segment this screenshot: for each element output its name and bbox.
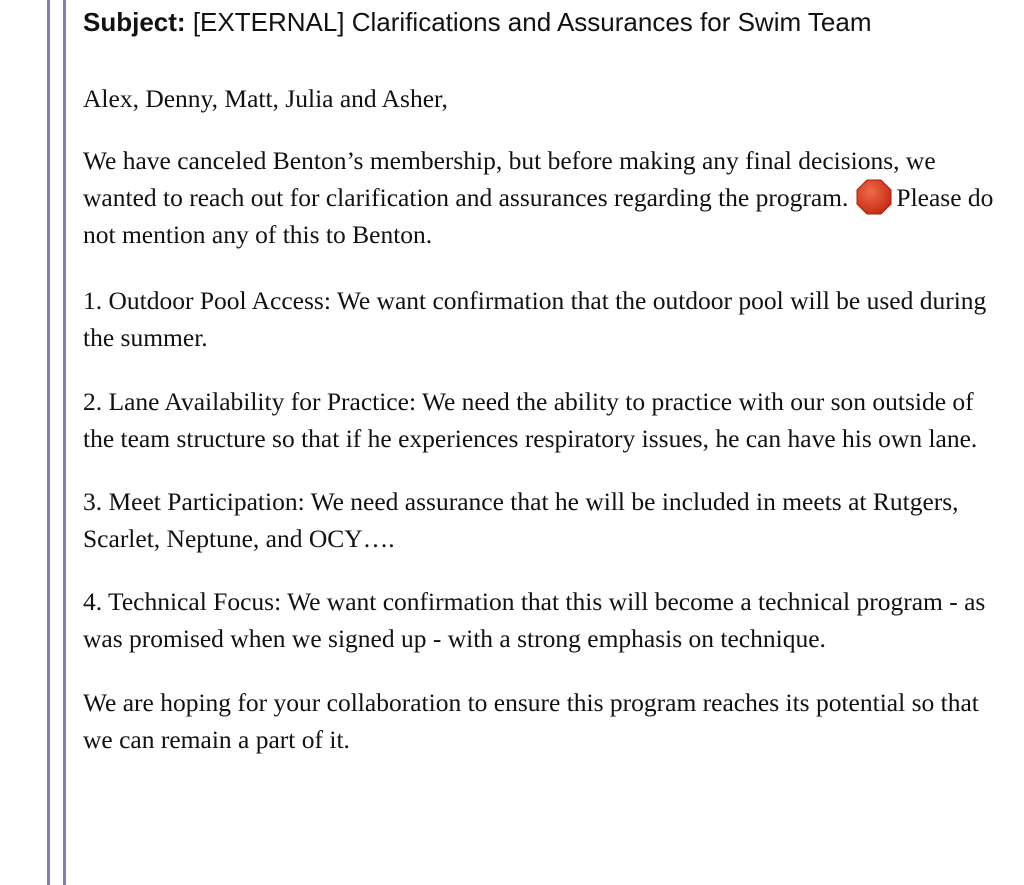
intro-text: We have canceled Benton’s membership, but before making any final decisions, we wanted to reach out for clarification and assurances regarding the program. bbox=[83, 145, 936, 212]
stop-sign-icon bbox=[856, 179, 892, 215]
closing-paragraph: We are hoping for your collaboration to ensure this program reaches its potential so that we can remain a part of it. bbox=[83, 688, 979, 754]
subject-text: [EXTERNAL] Clarifications and Assurances for Swim Team bbox=[192, 7, 872, 37]
intro-warning-text: Please do not mention any of this to Benton. bbox=[83, 183, 994, 249]
intro-paragraph bbox=[83, 143, 1003, 254]
greeting: Alex, Denny, Matt, Julia and Asher, bbox=[83, 84, 448, 113]
list-item-meet-participation: 3. Meet Participation: We need assurance that he will be included in meets at Rutgers, Scarlet, Neptune, and OCY…. bbox=[83, 487, 959, 553]
email-body bbox=[83, 0, 1003, 758]
subject-label: Subject: bbox=[83, 7, 186, 37]
list-item-outdoor-pool: 1. Outdoor Pool Access: We want confirmation that the outdoor pool will be used during the summer. bbox=[83, 286, 987, 352]
subject-line bbox=[83, 0, 1003, 44]
list-item-technical-focus: 4. Technical Focus: We want confirmation that this will become a technical program - as was promised when we signed up - with a strong emphasis on technique. bbox=[83, 587, 986, 653]
quote-bar-outer bbox=[47, 0, 50, 885]
quote-bar-inner bbox=[63, 0, 66, 885]
list-item-lane-availability: 2. Lane Availability for Practice: We need the ability to practice with our son outside of the team structure so that if he experiences respiratory issues, he can have his own lane. bbox=[83, 387, 978, 453]
